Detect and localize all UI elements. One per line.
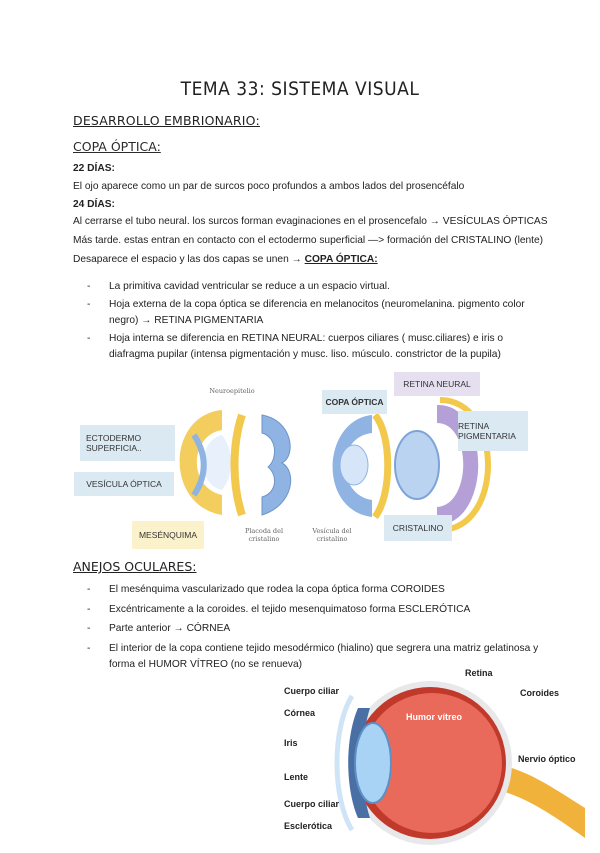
label-cristalino: CRISTALINO <box>384 515 452 541</box>
optic-cup-figure <box>72 375 542 555</box>
section-heading-anejos: ANEJOS OCULARES: <box>73 559 197 574</box>
label-retina-pigmentaria: RETINA PIGMENTARIA <box>458 411 528 451</box>
text-line-3-prefix: Desaparece el espacio y las dos capas se unen → <box>73 254 305 265</box>
copa-bullet-list <box>87 279 579 364</box>
label-vesicula-cristalino: Vesícula del cristalino <box>312 527 352 543</box>
label-vesicula-optica: VESÍCULA ÓPTICA <box>74 472 174 496</box>
label-neuroepitelio: Neuroepitelio <box>209 387 255 395</box>
label-cornea: Córnea <box>284 708 316 718</box>
label-cuerpo-ciliar-bottom: Cuerpo ciliar <box>284 799 340 809</box>
page-title: TEMA 33: SISTEMA VISUAL <box>180 78 420 100</box>
label-humor-vitreo: Humor vítreo <box>406 712 463 722</box>
day24-label: 24 DÍAS: <box>73 199 115 210</box>
text-line-1: Al cerrarse el tubo neural. los surcos forman evaginaciones en el prosencefalo → VESÍCULAS ÓPTICAS <box>73 216 548 227</box>
day22-label: 22 DÍAS: <box>73 163 115 174</box>
label-ectodermo: ECTODERMO SUPERFICIA.. <box>80 425 175 461</box>
list-item: - Hoja interna se diferencia en RETINA NEURAL: cuerpos ciliares ( musc.ciliares) e iris o diafragma pupilar (intensa pigmentación y musc. liso. músculo. constrictor de la pupila) <box>87 332 504 360</box>
subheading-copa-optica: COPA ÓPTICA: <box>73 139 161 154</box>
section-heading-desarrollo: DESARROLLO EMBRIONARIO: <box>73 113 260 128</box>
text-line-3 <box>73 253 378 266</box>
anejos-bullet-list <box>87 582 589 674</box>
list-item: - La primitiva cavidad ventricular se reduce a un espacio virtual. <box>87 281 390 292</box>
stage-2-lens-placode <box>235 415 291 515</box>
label-placoda: Placoda del cristalino <box>244 527 284 543</box>
day22-text: El ojo aparece como un par de surcos poco profundos a ambos lados del prosencéfalo <box>73 181 465 192</box>
stage-3-lens-vesicle <box>333 415 388 517</box>
label-retina-neural: RETINA NEURAL <box>394 372 480 396</box>
label-lente: Lente <box>284 772 309 782</box>
label-coroides: Coroides <box>520 688 560 698</box>
text-line-2: Más tarde. estas entran en contacto con el ectodermo superficial —> formación del CRISTALINO (lente) <box>73 235 544 246</box>
list-item: - Excéntricamente a la coroides. el tejido mesenquimatoso forma ESCLERÓTICA <box>87 603 471 615</box>
list-item: - El mesénquima vascularizado que rodea la copa óptica forma COROIDES <box>87 584 445 595</box>
eye-anatomy-figure <box>270 668 590 848</box>
stage-1-optic-vesicle <box>180 410 231 515</box>
list-item: - El interior de la copa contiene tejido mesodérmico (hialino) que segrera una matriz gelatinosa y forma el HUMOR VÍTREO (no se renueva) <box>87 642 539 670</box>
lens <box>355 723 391 803</box>
label-copa-optica: COPA ÓPTICA <box>322 390 387 414</box>
label-mesenquima: MESÉNQUIMA <box>132 521 204 549</box>
label-retina: Retina <box>465 668 493 678</box>
label-cuerpo-ciliar-top: Cuerpo ciliar <box>284 686 340 696</box>
copa-optica-term: COPA ÓPTICA: <box>304 254 378 265</box>
list-item: - Hoja externa de la copa óptica se diferencia en melanocitos (neuromelanina. pigmento color negro) → RETINA PIGMENTARIA <box>87 298 525 326</box>
label-nervio-optico: Nervio óptico <box>518 754 576 764</box>
list-item: - Parte anterior → CÓRNEA <box>87 623 231 634</box>
label-esclerotica: Esclerótica <box>284 821 333 831</box>
label-iris: Iris <box>284 738 298 748</box>
